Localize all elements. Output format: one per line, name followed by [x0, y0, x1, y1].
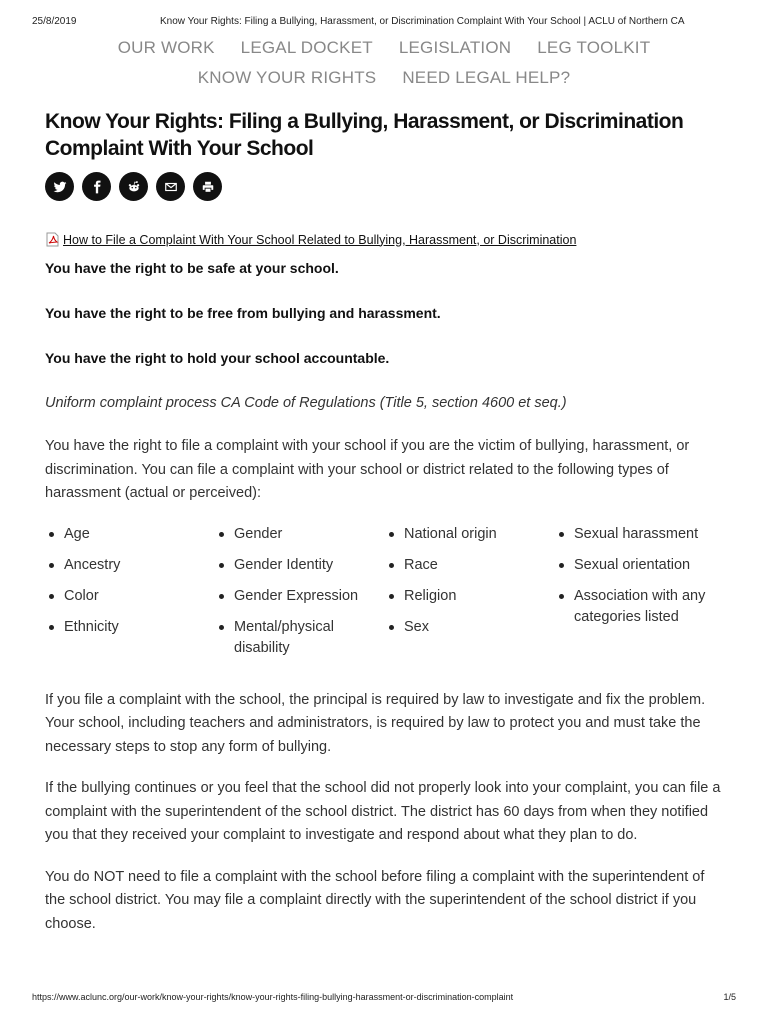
complaint-guide-link[interactable]: How to File a Complaint With Your School Related to Bullying, Harassment, or Discrimination: [63, 232, 577, 247]
category-item: Color: [45, 586, 215, 607]
page-url: https://www.aclunc.org/our-work/know-your-rights/know-your-rights-filing-bullying-harassment-or-discrimination-complaint: [32, 992, 514, 1002]
nav-our-work[interactable]: OUR WORK: [117, 38, 215, 57]
facebook-share-button[interactable]: [82, 172, 111, 201]
category-item: Sexual harassment: [555, 524, 725, 545]
print-doc-title: Know Your Rights: Filing a Bullying, Harassment, or Discrimination Complaint With Your School | ACLU of Northern CA: [160, 16, 685, 27]
nav-legislation[interactable]: LEGISLATION: [398, 38, 512, 57]
nav-row-2: [0, 68, 768, 88]
nav-know-your-rights[interactable]: KNOW YOUR RIGHTS: [197, 68, 377, 87]
category-item: Ethnicity: [45, 617, 215, 638]
article-body: [45, 258, 725, 954]
category-item: Age: [45, 524, 215, 545]
nav-leg-toolkit[interactable]: LEG TOOLKIT: [537, 38, 651, 57]
category-column-2: [215, 524, 385, 669]
category-column-1: [45, 524, 215, 669]
reddit-share-button[interactable]: [119, 172, 148, 201]
nav-need-legal-help[interactable]: NEED LEGAL HELP?: [402, 68, 571, 87]
principal-paragraph: If you file a complaint with the school, the principal is required by law to investigate and fix the problem. Your school, including teachers and administrators, is required by law to protect you and must take the necessary steps to stop any form of bullying.: [45, 691, 706, 755]
nav-row-1: [0, 38, 768, 58]
category-item: Gender Expression: [215, 586, 385, 607]
share-bar: [45, 172, 222, 201]
category-column-3: [385, 524, 555, 669]
email-icon: [164, 180, 178, 194]
facebook-icon: [90, 180, 104, 194]
right-safe: You have the right to be safe at your school.: [45, 260, 339, 276]
print-icon: [201, 180, 215, 194]
print-button[interactable]: [193, 172, 222, 201]
right-accountable: You have the right to hold your school accountable.: [45, 350, 390, 366]
category-item: Race: [385, 555, 555, 576]
right-free: You have the right to be free from bullying and harassment.: [45, 305, 441, 321]
category-item: Gender Identity: [215, 555, 385, 576]
intro-paragraph: You have the right to file a complaint with your school if you are the victim of bullying, harassment, or discrimination. You can file a complaint with your school or district related to the following types of harassment (actual or perceived):: [45, 438, 690, 501]
twitter-icon: [53, 180, 67, 194]
regulation-note: Uniform complaint process CA Code of Regulations (Title 5, section 4600 et seq.): [45, 395, 567, 411]
nav-legal-docket[interactable]: LEGAL DOCKET: [240, 38, 373, 57]
category-item: Association with any categories listed: [555, 586, 725, 628]
print-date: 25/8/2019: [32, 16, 77, 27]
category-item: Sexual orientation: [555, 555, 725, 576]
category-item: Gender: [215, 524, 385, 545]
direct-filing-paragraph: You do NOT need to file a complaint with the school before filing a complaint with the superintendent of the school district. You may file a complaint directly with the superintendent of the school district if you choose.: [45, 868, 705, 932]
reddit-icon: [127, 180, 141, 194]
page-title: Know Your Rights: Filing a Bullying, Harassment, or Discrimination Complaint With Your School: [45, 110, 684, 160]
page-number: 1/5: [723, 992, 736, 1002]
category-item: Mental/physical disability: [215, 617, 385, 659]
pdf-download: [46, 232, 576, 247]
twitter-share-button[interactable]: [45, 172, 74, 201]
superintendent-paragraph: If the bullying continues or you feel that the school did not properly look into your complaint, you can file a complaint with the superintendent of the school district. The district has 60 days from when they notified you that they received your complaint to investigate and respond about what they plan to do.: [45, 780, 721, 843]
category-item: Sex: [385, 617, 555, 638]
category-item: Religion: [385, 586, 555, 607]
harassment-categories: [45, 524, 725, 669]
email-share-button[interactable]: [156, 172, 185, 201]
category-item: Ancestry: [45, 555, 215, 576]
category-column-4: [555, 524, 725, 669]
main-nav: [0, 38, 768, 88]
pdf-file-icon: [46, 232, 59, 247]
category-item: National origin: [385, 524, 555, 545]
